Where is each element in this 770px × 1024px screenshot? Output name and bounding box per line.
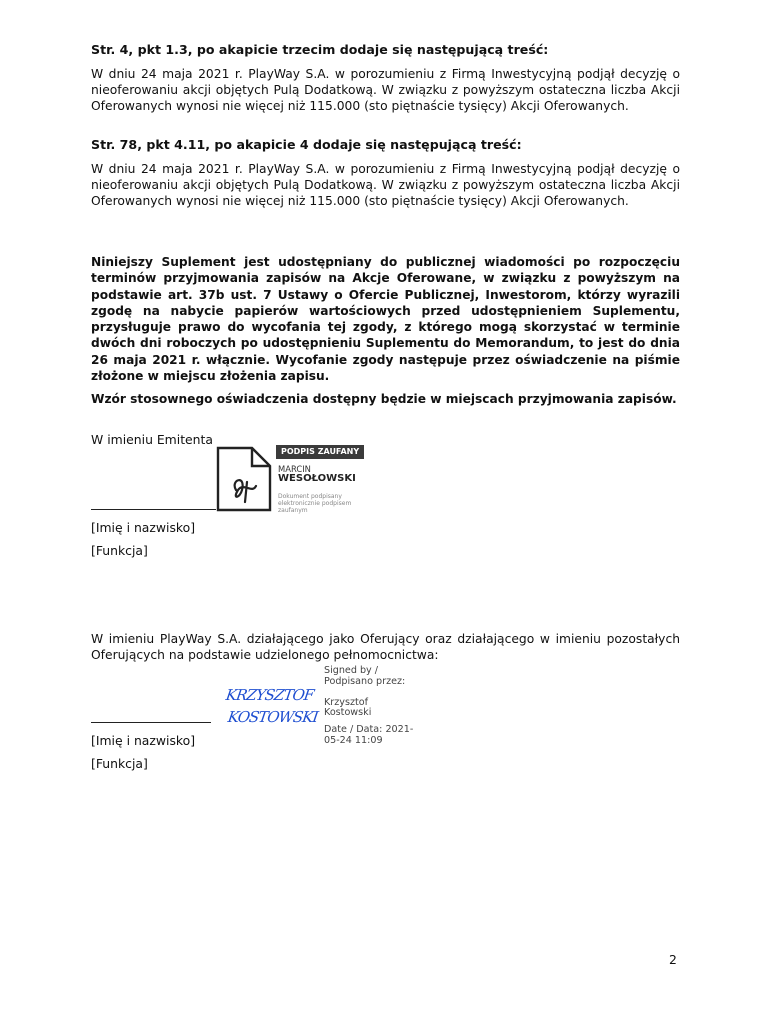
trusted-signature-badge xyxy=(216,445,376,513)
badge-caption: Dokument podpisany elektronicznie podpisem zaufanym xyxy=(278,493,352,514)
signed-by-label: Signed by / xyxy=(324,665,379,676)
section-1-text: W dniu 24 maja 2021 r. PlayWay S.A. w porozumieniu z Firmą Inwestycyjną podjął decyzję o nieoferowaniu akcji objętych Pulą Dodatkową. W związku z powyższym ostateczna liczba Akcji Oferowanych wynosi nie więcej niż 115.000 (sto piętnaście tysięcy) Akcji Oferowanych. xyxy=(91,67,680,114)
issuer-label: W imieniu Emitenta xyxy=(91,432,213,447)
handwriting-line-2: KOSTOWSKI xyxy=(226,708,319,726)
offeror-function-placeholder: [Funkcja] xyxy=(91,756,148,771)
signed-by-label-pl: Podpisano przez: xyxy=(324,676,406,687)
handwritten-signature xyxy=(226,686,322,734)
offeror-signature-line xyxy=(91,722,211,723)
page-number: 2 xyxy=(669,952,677,967)
section-2-heading: Str. 78, pkt 4.11, po akapicie 4 dodaje się następującą treść: xyxy=(91,137,522,152)
offeror-name-placeholder: [Imię i nazwisko] xyxy=(91,733,196,748)
amendment-section-2 xyxy=(91,137,680,210)
amendment-section-1 xyxy=(91,42,680,115)
badge-header: PODPIS ZAUFANY xyxy=(276,445,364,459)
signer-last-name: Kostowski xyxy=(324,707,372,718)
signature-date-value: 05-24 11:09 xyxy=(324,735,383,746)
withdrawal-notice xyxy=(91,254,680,408)
issuer-function-placeholder: [Funkcja] xyxy=(91,543,148,558)
signature-date-label: Date / Data: 2021- xyxy=(324,724,414,735)
badge-last-name: WESOŁOWSKI xyxy=(278,473,356,484)
notice-note: Wzór stosownego oświadczenia dostępny będzie w miejscach przyjmowania zapisów. xyxy=(91,392,677,407)
badge-first-name: MARCIN xyxy=(278,464,311,474)
issuer-name-placeholder: [Imię i nazwisko] xyxy=(91,520,196,535)
offeror-label: W imieniu PlayWay S.A. działającego jako Oferujący oraz działającego w imieniu pozostałych Oferujących na podstawie udzielonego pełnomocnictwa: xyxy=(91,632,680,663)
handwriting-line-1: KRZYSZTOF xyxy=(224,686,315,704)
section-1-heading: Str. 4, pkt 1.3, po akapicie trzecim dodaje się następującą treść: xyxy=(91,42,549,57)
signer-first-name: Krzysztof xyxy=(324,697,368,708)
issuer-signature-line xyxy=(91,509,216,510)
document-signature-icon xyxy=(216,446,272,512)
section-2-text: W dniu 24 maja 2021 r. PlayWay S.A. w porozumieniu z Firmą Inwestycyjną podjął decyzję o nieoferowaniu akcji objętych Pulą Dodatkową. W związku z powyższym ostateczna liczba Akcji Oferowanych wynosi nie więcej niż 115.000 (sto piętnaście tysięcy) Akcji Oferowanych. xyxy=(91,162,680,209)
notice-text: Niniejszy Suplement jest udostępniany do publicznej wiadomości po rozpoczęciu terminów przyjmowania zapisów na Akcje Oferowane, w związku z powyższym na podstawie art. 37b ust. 7 Ustawy o Ofercie Publicznej, Inwestorom, którzy wyrazili zgodę na nabycie papierów wartościowych przed udostępnieniem Suplementu, przysługuje prawo do wycofania tej zgody, z którego mogą skorzystać w terminie dwóch dni roboczych po udostępnieniu Suplementu do Memorandum, to jest do dnia 26 maja 2021 r. włącznie. Wycofanie zgody następuje przez oświadczenie na piśmie złożone w miejscu złożenia zapisu. xyxy=(91,255,680,384)
